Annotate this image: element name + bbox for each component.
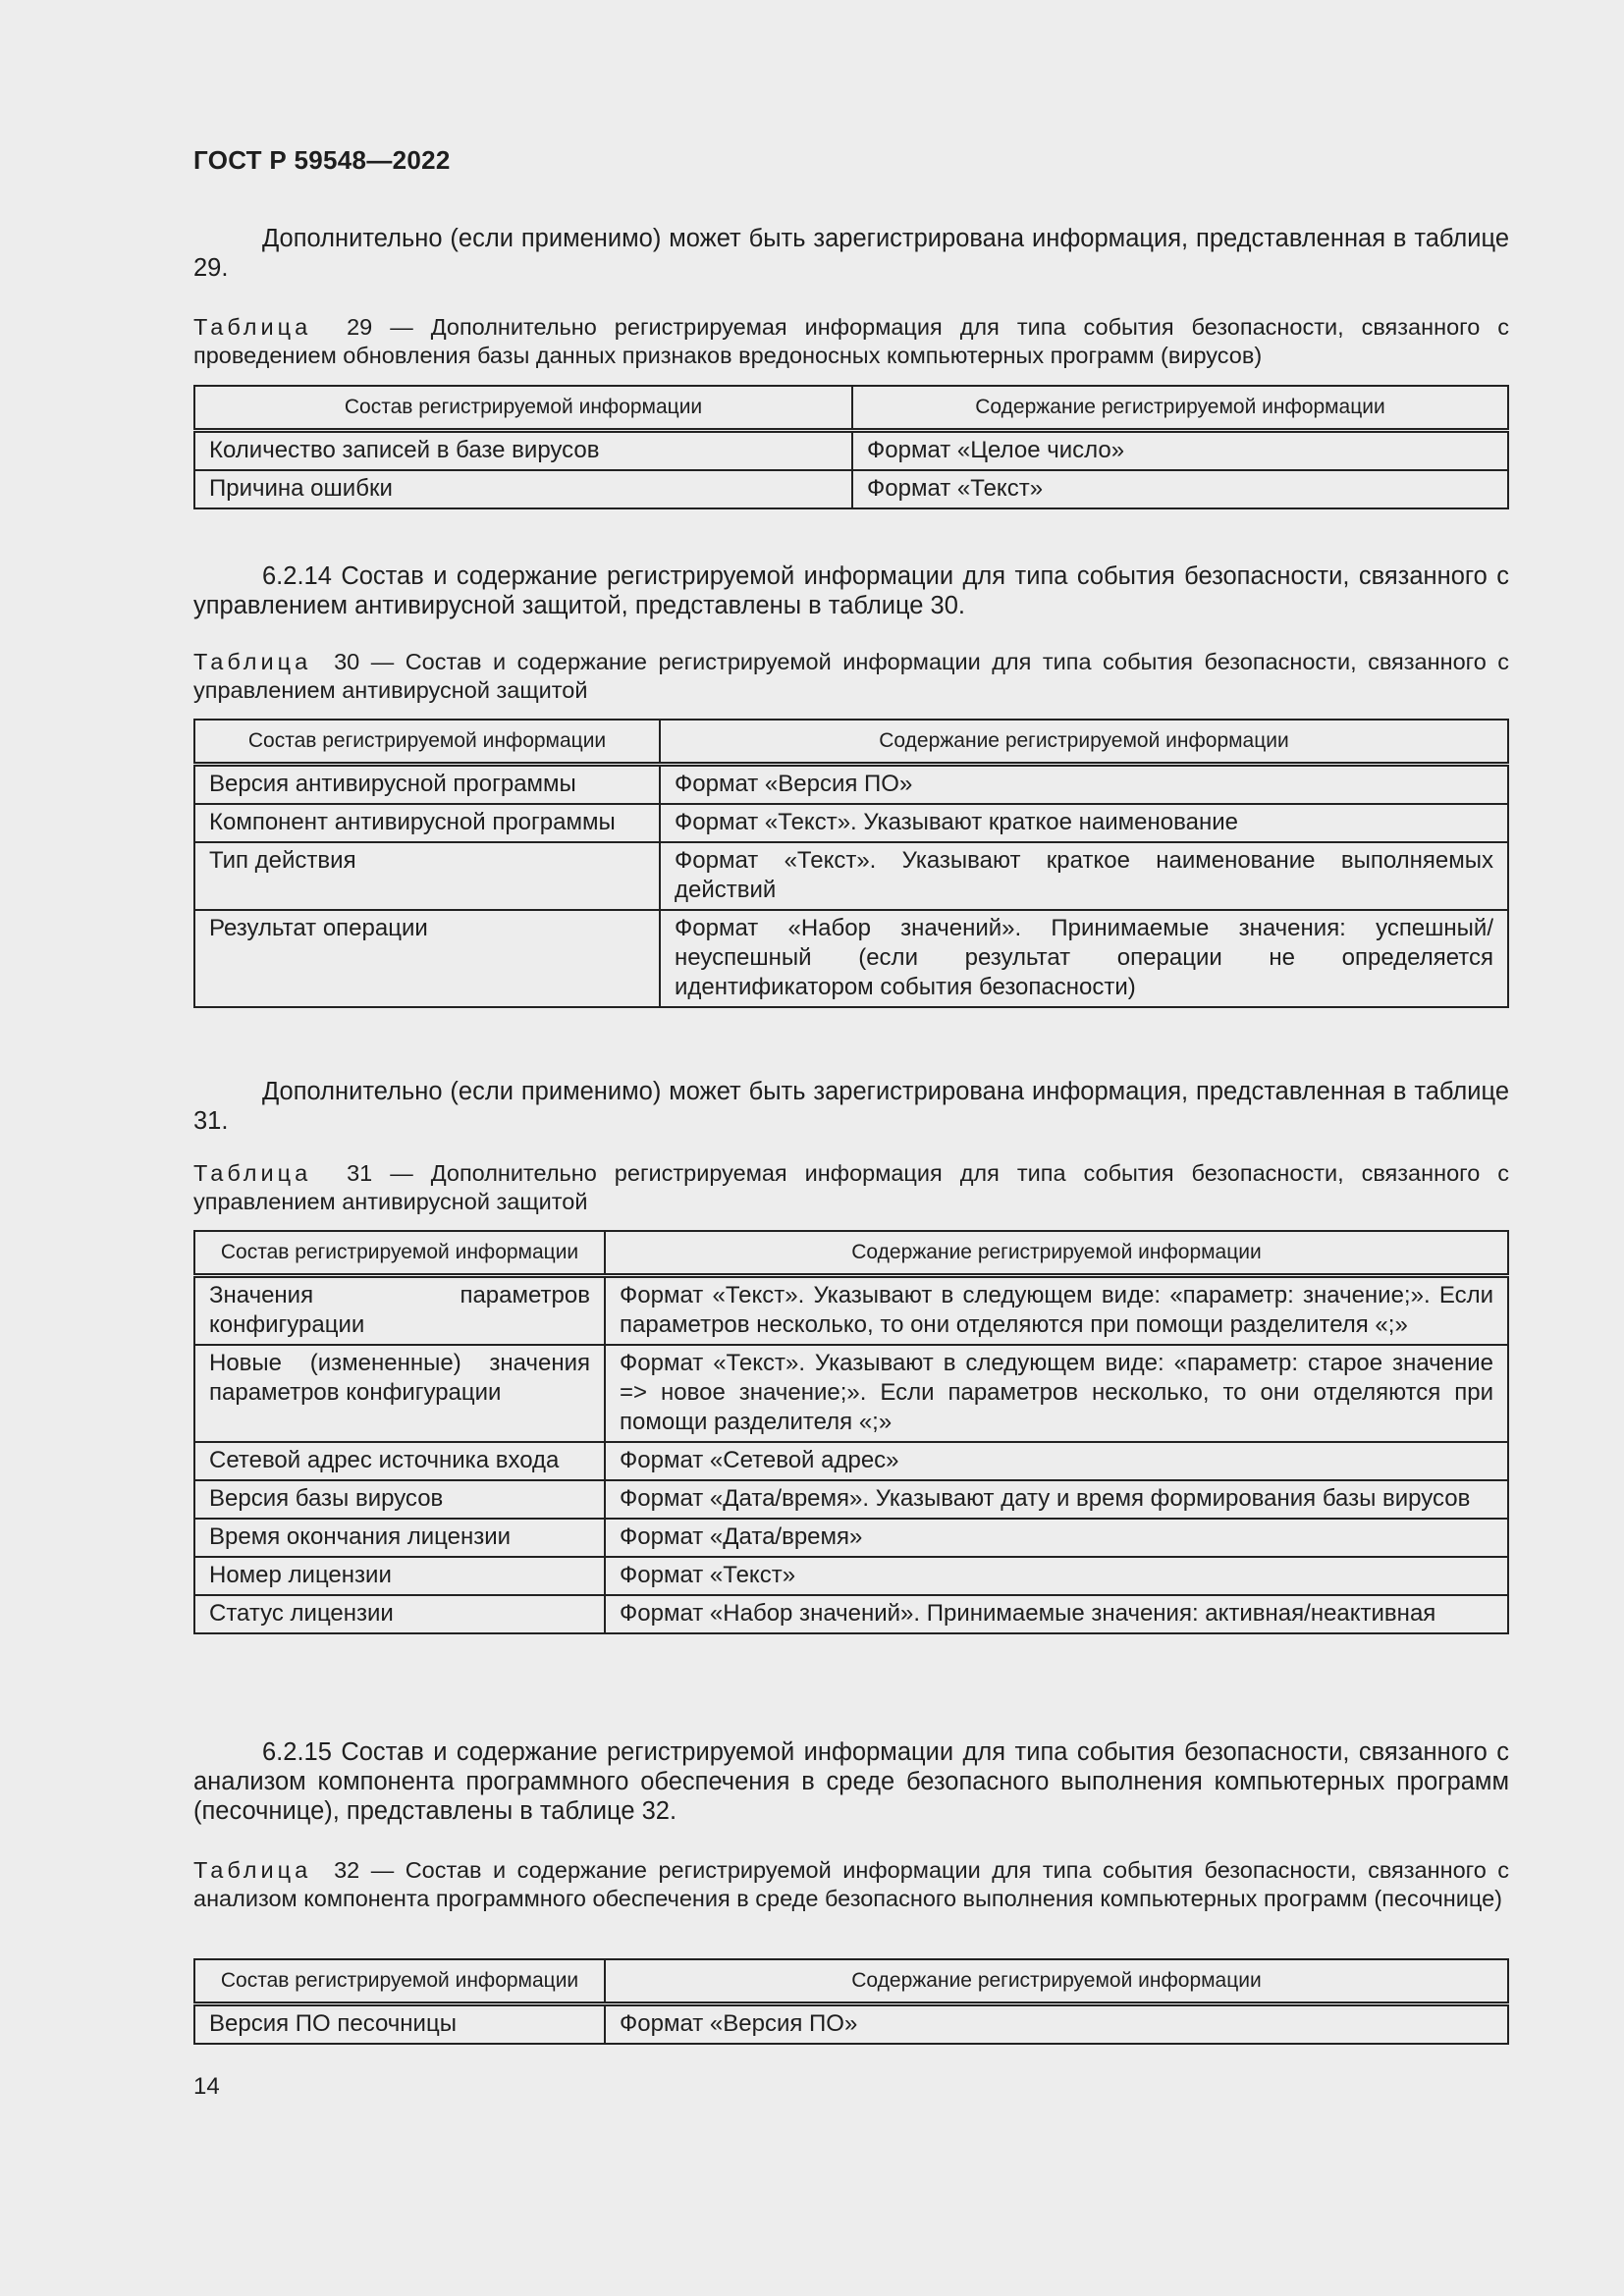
paragraph-additional-info-31: Дополнительно (если применимо) может быть зарегистрирована информация, представленная в таблице 31. (193, 1078, 1509, 1135)
table-caption-text: 30 — Состав и содержание регистрируемой информации для типа события безопасности, связанного с управлением антивирусной защитой (193, 649, 1509, 703)
table-cell: Формат «Целое число» (852, 431, 1508, 471)
table-row (194, 804, 1508, 842)
column-header: Содержание регистрируемой информации (605, 1231, 1508, 1276)
table-31-caption (193, 1159, 1509, 1216)
table-cell: Формат «Версия ПО» (660, 765, 1508, 805)
table-caption-text: 31 — Дополнительно регистрируемая информация для типа события безопасности, связанного с управлением антивирусной защитой (193, 1160, 1509, 1214)
table-header-row (194, 1959, 1508, 2004)
table-cell: Номер лицензии (194, 1557, 605, 1595)
table-row (194, 470, 1508, 508)
column-header: Состав регистрируемой информации (194, 720, 660, 765)
table-30-caption (193, 648, 1509, 705)
table-header-row (194, 1231, 1508, 1276)
table-cell: Формат «Дата/время». Указывают дату и время формирования базы вирусов (605, 1480, 1508, 1519)
table-row (194, 910, 1508, 1007)
table-header-row (194, 720, 1508, 765)
table-32-caption (193, 1856, 1509, 1913)
table-cell: Формат «Версия ПО» (605, 2004, 1508, 2045)
paragraph-6-2-15: 6.2.15 Состав и содержание регистрируемой информации для типа события безопасности, связанного с анализом компонента программного обеспечения в среде безопасного выполнения компьютерных программ (песочнице), представлены в таблице 32. (193, 1738, 1509, 1825)
column-header: Состав регистрируемой информации (194, 1231, 605, 1276)
table-cell: Формат «Набор значений». Принимаемые значения: успешный/неуспешный (если результат операции не определяется идентификатором события безопасности) (660, 910, 1508, 1007)
table-label: Таблица (193, 1857, 312, 1883)
table-label: Таблица (193, 1160, 312, 1186)
table-cell: Новые (измененные) значения параметров конфигурации (194, 1345, 605, 1442)
table-row (194, 842, 1508, 910)
table-row (194, 1442, 1508, 1480)
table-cell: Причина ошибки (194, 470, 852, 508)
page-number: 14 (193, 2073, 220, 2100)
table-cell: Формат «Текст» (852, 470, 1508, 508)
table-cell: Результат операции (194, 910, 660, 1007)
column-header: Состав регистрируемой информации (194, 386, 852, 431)
table-row (194, 765, 1508, 805)
table-cell: Формат «Текст». Указывают краткое наименование выполняемых действий (660, 842, 1508, 910)
column-header: Содержание регистрируемой информации (605, 1959, 1508, 2004)
table-29 (193, 385, 1509, 509)
table-row (194, 431, 1508, 471)
table-row (194, 1345, 1508, 1442)
table-cell: Формат «Текст» (605, 1557, 1508, 1595)
table-cell: Формат «Дата/время» (605, 1519, 1508, 1557)
table-row (194, 1519, 1508, 1557)
table-cell: Версия базы вирусов (194, 1480, 605, 1519)
table-cell: Версия ПО песочницы (194, 2004, 605, 2045)
table-30 (193, 719, 1509, 1008)
column-header: Содержание регистрируемой информации (852, 386, 1508, 431)
table-caption-text: 29 — Дополнительно регистрируемая информация для типа события безопасности, связанного с проведением обновления базы данных признаков вредоносных компьютерных программ (вирусов) (193, 314, 1509, 368)
column-header: Состав регистрируемой информации (194, 1959, 605, 2004)
paragraph-additional-info-29: Дополнительно (если применимо) может быть зарегистрирована информация, представленная в таблице 29. (193, 225, 1509, 282)
table-cell: Формат «Набор значений». Принимаемые значения: активная/неактивная (605, 1595, 1508, 1633)
table-cell: Сетевой адрес источника входа (194, 1442, 605, 1480)
table-cell: Количество записей в базе вирусов (194, 431, 852, 471)
table-row (194, 2004, 1508, 2045)
table-cell: Формат «Текст». Указывают в следующем виде: «параметр: старое значение => новое значение;». Если параметров несколько, то они отделяются при помощи разделителя «;» (605, 1345, 1508, 1442)
table-label: Таблица (193, 649, 312, 674)
paragraph-6-2-14: 6.2.14 Состав и содержание регистрируемой информации для типа события безопасности, связанного с управлением антивирусной защитой, представлены в таблице 30. (193, 562, 1509, 619)
standard-code-header: ГОСТ Р 59548—2022 (193, 145, 451, 175)
table-header-row (194, 386, 1508, 431)
table-29-caption (193, 313, 1509, 370)
table-cell: Компонент антивирусной программы (194, 804, 660, 842)
table-32 (193, 1958, 1509, 2045)
table-cell: Версия антивирусной программы (194, 765, 660, 805)
table-cell: Формат «Текст». Указывают в следующем виде: «параметр: значение;». Если параметров несколько, то они отделяются при помощи разделителя «;» (605, 1276, 1508, 1346)
table-31 (193, 1230, 1509, 1634)
table-cell: Формат «Текст». Указывают краткое наименование (660, 804, 1508, 842)
table-cell: Тип действия (194, 842, 660, 910)
table-row (194, 1557, 1508, 1595)
column-header: Содержание регистрируемой информации (660, 720, 1508, 765)
table-row (194, 1276, 1508, 1346)
table-cell: Время окончания лицензии (194, 1519, 605, 1557)
table-row (194, 1480, 1508, 1519)
table-cell: Формат «Сетевой адрес» (605, 1442, 1508, 1480)
table-cell: Статус лицензии (194, 1595, 605, 1633)
table-caption-text: 32 — Состав и содержание регистрируемой информации для типа события безопасности, связанного с анализом компонента программного обеспечения в среде безопасного выполнения компьютерных программ (песочнице) (193, 1857, 1509, 1911)
table-row (194, 1595, 1508, 1633)
table-cell: Значения параметров конфигурации (194, 1276, 605, 1346)
table-label: Таблица (193, 314, 312, 340)
